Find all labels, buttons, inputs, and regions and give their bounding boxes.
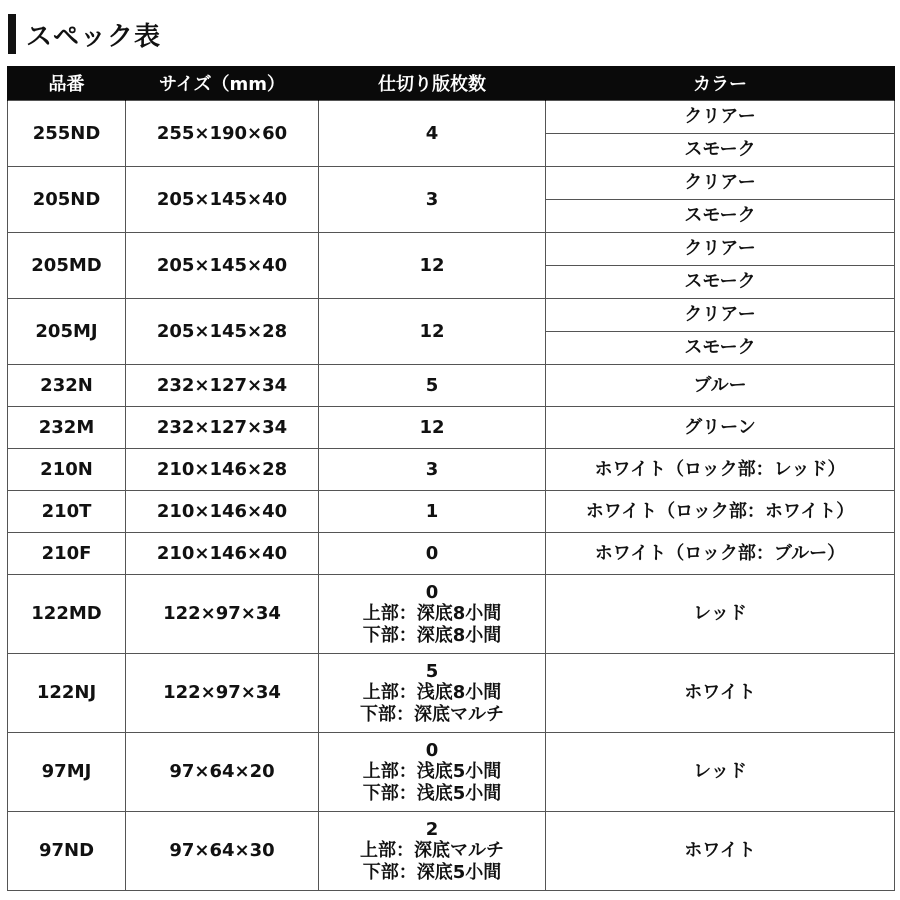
cell-size: 232×127×34 [126,407,319,449]
dividers-count: 0 [425,581,439,603]
table-row [8,812,895,891]
cell-color: スモーク [546,266,895,299]
spec-table [7,66,895,891]
table-row [8,407,895,449]
section-title [8,14,161,54]
cell-dividers: 3 [319,449,546,491]
cell-size: 210×146×40 [126,491,319,533]
table-row [8,167,895,200]
cell-size: 97×64×30 [126,812,319,891]
cell-size: 255×190×60 [126,101,319,167]
cell-color: ホワイト（ロック部：ブルー） [546,533,895,575]
cell-dividers: 5 [319,365,546,407]
cell-color: ホワイト（ロック部：レッド） [546,449,895,491]
cell-model: 210N [8,449,126,491]
cell-model: 210F [8,533,126,575]
cell-size: 205×145×40 [126,167,319,233]
table-row [8,654,895,733]
header-dividers: 仕切り版枚数 [319,66,546,101]
cell-model: 232N [8,365,126,407]
cell-model: 210T [8,491,126,533]
header-size: サイズ（mm） [126,66,319,101]
cell-size: 210×146×28 [126,449,319,491]
table-row [8,233,895,266]
dividers-count: 0 [425,739,439,761]
cell-model: 255ND [8,101,126,167]
cell-color: ホワイト [546,654,895,733]
cell-model: 97MJ [8,733,126,812]
cell-color: クリアー [546,101,895,134]
title-accent-bar [8,14,16,54]
cell-size: 205×145×40 [126,233,319,299]
cell-size: 210×146×40 [126,533,319,575]
table-row [8,449,895,491]
cell-dividers [319,654,546,733]
dividers-lower: 下部：深底5小間 [362,861,502,883]
cell-model: 205ND [8,167,126,233]
cell-model: 205MJ [8,299,126,365]
dividers-lower: 下部：深底8小間 [362,624,502,646]
dividers-upper: 上部：深底8小間 [362,603,502,625]
cell-color: クリアー [546,233,895,266]
cell-size: 205×145×28 [126,299,319,365]
cell-dividers [319,575,546,654]
cell-dividers: 12 [319,407,546,449]
dividers-lower: 下部：浅底5小間 [362,782,502,804]
table-row [8,575,895,654]
cell-color: ブルー [546,365,895,407]
table-row [8,365,895,407]
header-color: カラー [546,66,895,101]
cell-color: スモーク [546,134,895,167]
cell-dividers: 12 [319,233,546,299]
cell-dividers: 12 [319,299,546,365]
cell-color: クリアー [546,299,895,332]
table-row [8,733,895,812]
cell-model: 122MD [8,575,126,654]
header-model: 品番 [8,66,126,101]
cell-model: 122NJ [8,654,126,733]
dividers-upper: 上部：浅底5小間 [362,761,502,783]
table-row [8,299,895,332]
dividers-count: 2 [425,818,439,840]
cell-color: ホワイト [546,812,895,891]
cell-color: ホワイト（ロック部：ホワイト） [546,491,895,533]
dividers-count: 5 [425,660,439,682]
table-header-row [8,66,895,101]
table-row [8,101,895,134]
cell-size: 232×127×34 [126,365,319,407]
cell-color: グリーン [546,407,895,449]
cell-dividers [319,812,546,891]
table-row [8,533,895,575]
cell-model: 232M [8,407,126,449]
dividers-upper: 上部：深底マルチ [360,840,504,862]
cell-dividers [319,733,546,812]
cell-size: 122×97×34 [126,575,319,654]
cell-dividers: 3 [319,167,546,233]
cell-color: レッド [546,575,895,654]
cell-color: レッド [546,733,895,812]
cell-dividers: 4 [319,101,546,167]
cell-color: スモーク [546,200,895,233]
dividers-upper: 上部：浅底8小間 [362,682,502,704]
cell-color: スモーク [546,332,895,365]
dividers-lower: 下部：深底マルチ [360,703,504,725]
cell-dividers: 0 [319,533,546,575]
table-row [8,491,895,533]
page-title: スペック表 [26,21,162,52]
cell-dividers: 1 [319,491,546,533]
cell-model: 97ND [8,812,126,891]
cell-color: クリアー [546,167,895,200]
cell-size: 97×64×20 [126,733,319,812]
cell-size: 122×97×34 [126,654,319,733]
cell-model: 205MD [8,233,126,299]
